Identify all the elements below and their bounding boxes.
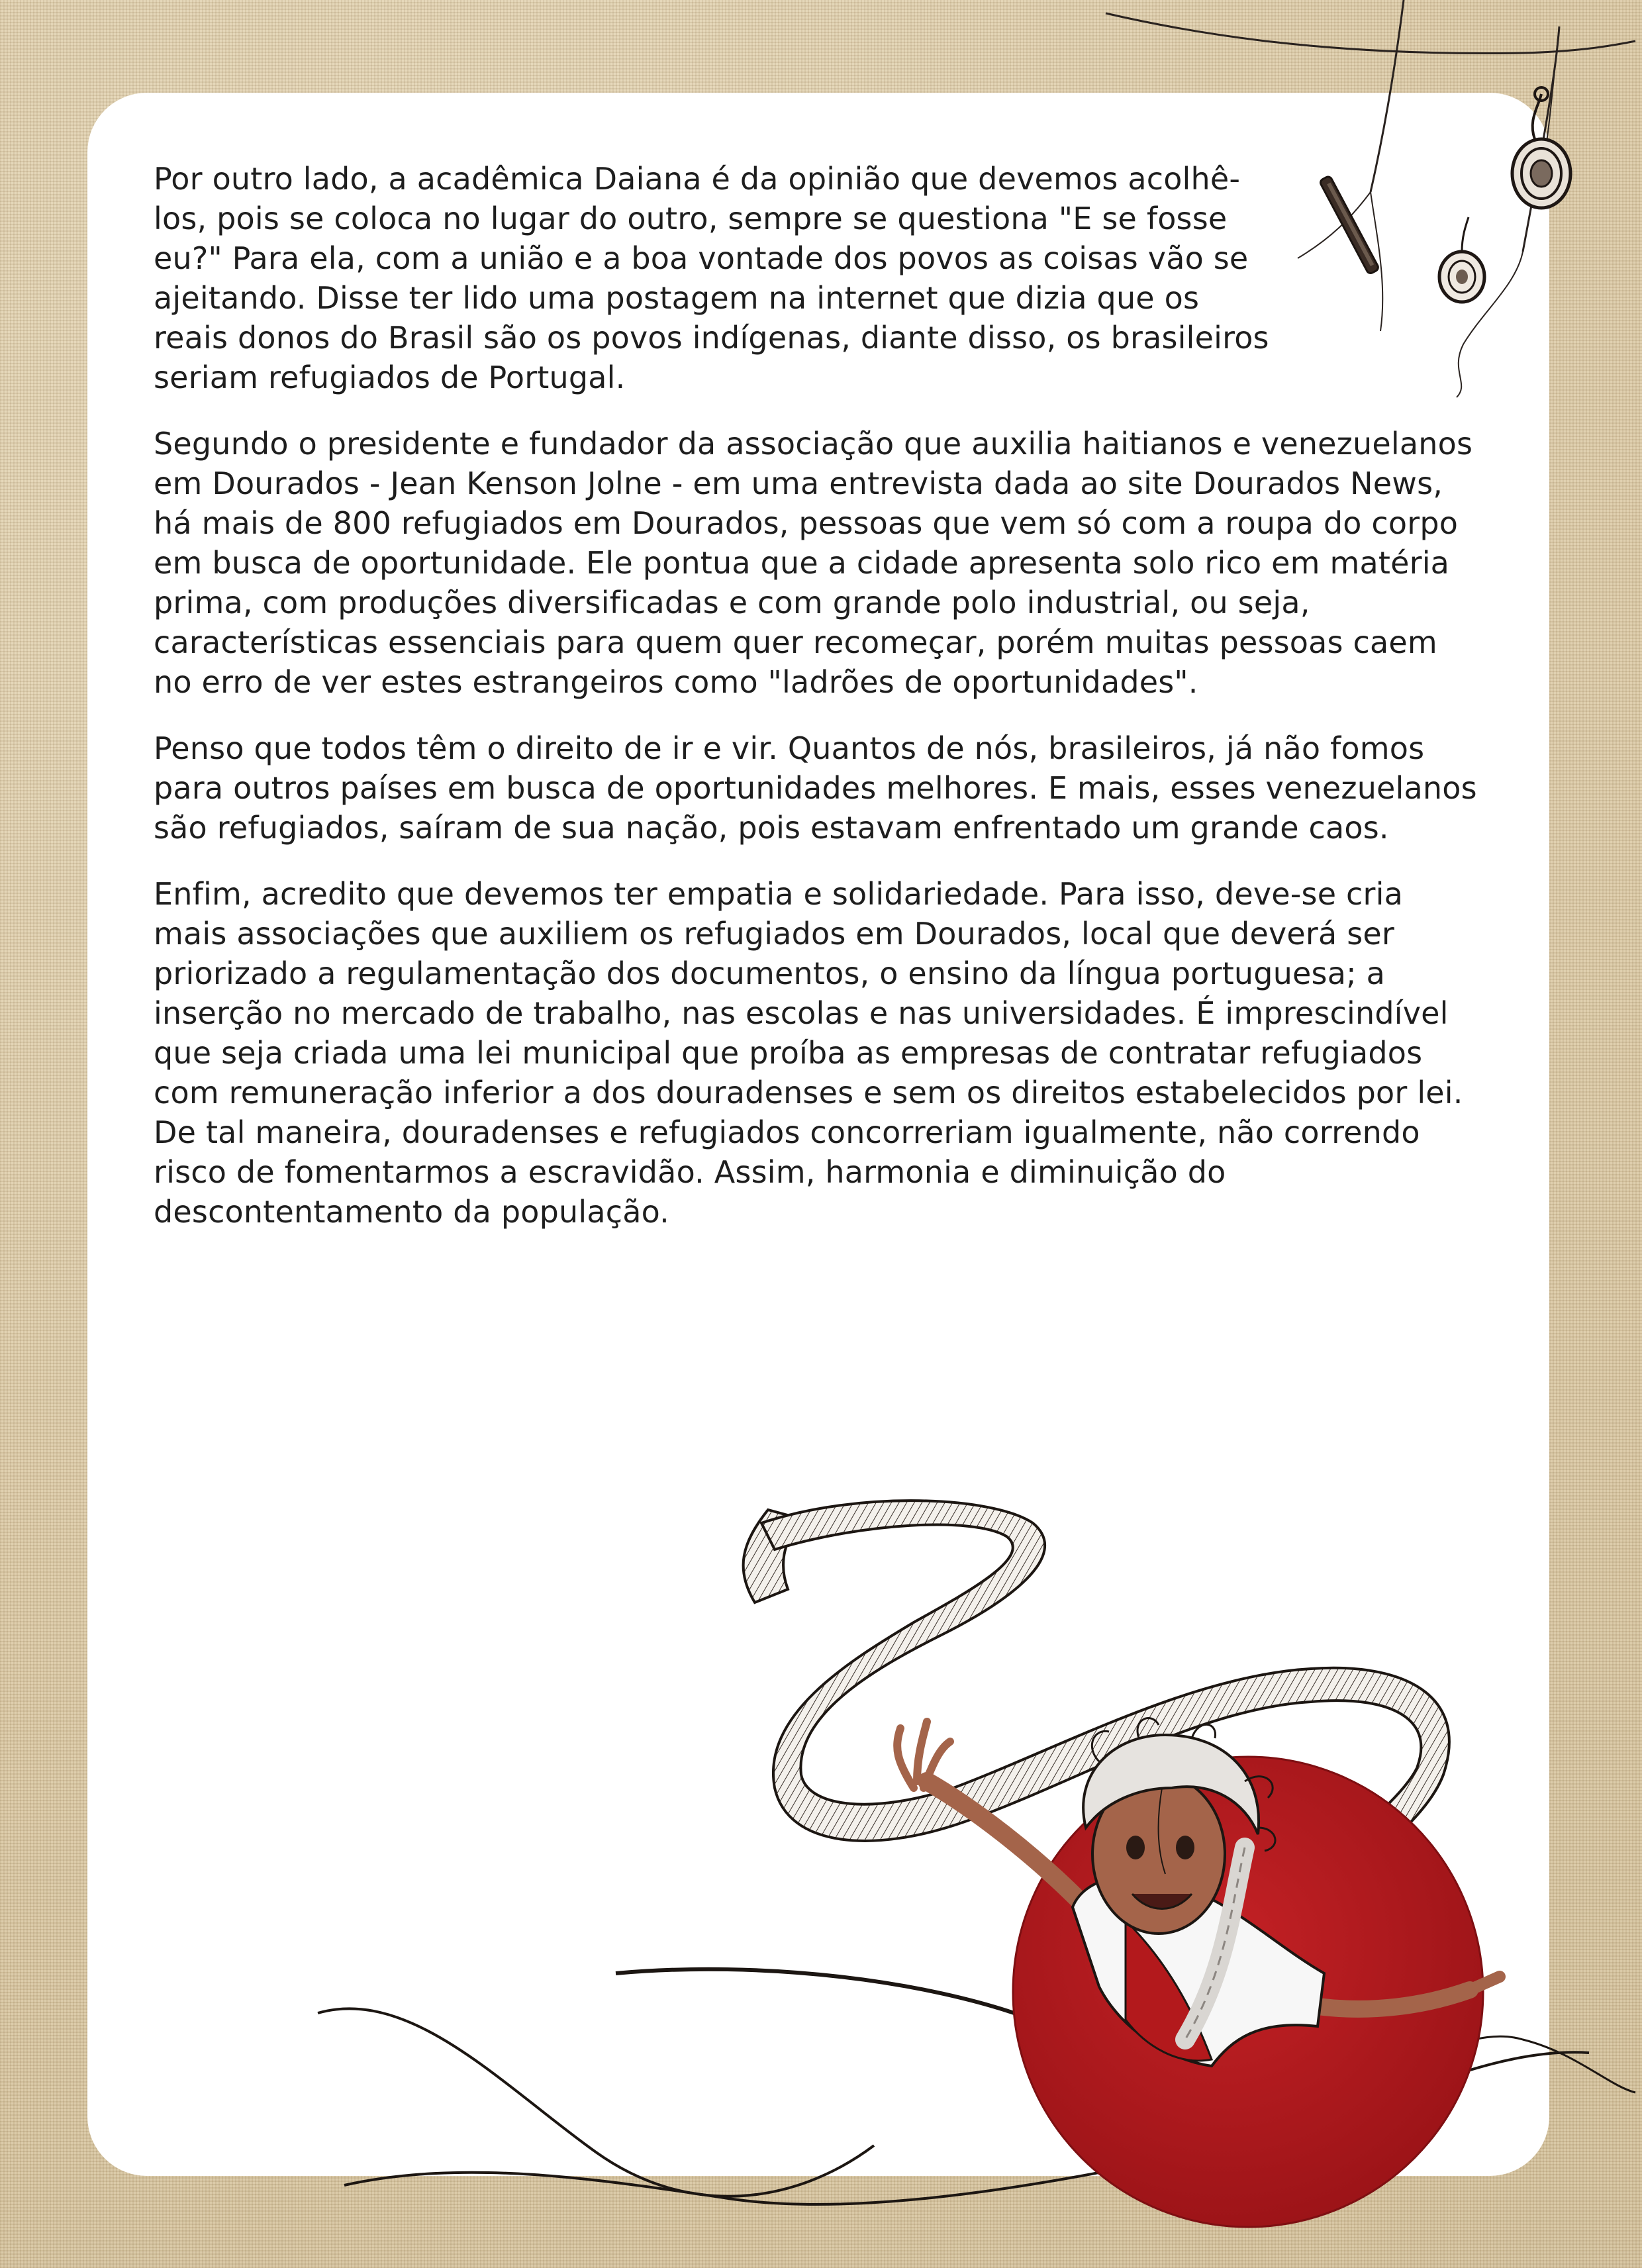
paragraph-4: Enfim, acredito que devemos ter empatia e solidariedade. Para isso, deve-se cria mais associações que auxiliem os refugiados em Dourados, local que deverá ser priorizado a regulamentação dos documentos, o ensino da língua portuguesa; a inserção no mercado de trabalho, nas escolas e nas universidades. É imprescindível que seja criada uma lei municipal que proíba as empresas de contratar refugiados com remuneração inferior a dos douradenses e sem os direitos estabelecidos por lei. De tal maneira, douradenses e refugiados concorreriam igualmente, não correndo risco de fomentarmos a escravidão. Assim, harmonia e diminuição do descontentamento da população. <box>154 876 1463 1230</box>
paragraph-3: Penso que todos têm o direito de ir e vir. Quantos de nós, brasileiros, já não fomos para outros países em busca de oportunidades melhores. E mais, esses venezuelanos são refugiados, saíram de sua nação, pois estavam enfrentado um grande caos. <box>154 730 1477 846</box>
paragraph-1: Por outro lado, a acadêmica Daiana é da opinião que devemos acolhê-los, pois se coloca no lugar do outro, sempre se questiona "E se fosse eu?" Para ela, com a união e a boa vontade dos povos as coisas vão se ajeitando. Disse ter lido uma postagem na internet que dizia que os reais donos do Brasil são os povos indígenas, diante disso, os brasileiros seriam refugiados de Portugal. <box>154 161 1269 395</box>
paragraph-2: Segundo o presidente e fundador da associação que auxilia haitianos e venezuelanos em Dourados - Jean Kenson Jolne - em uma entrevista dada ao site Dourados News, há mais de 800 refugiados em Dourados, pessoas que vem só com a roupa do corpo em busca de oportunidade. Ele pontua que a cidade apresenta solo rico em matéria prima, com produções diversificadas e com grande polo industrial, ou seja, características essenciais para quem quer recomeçar, porém muitas pessoas caem no erro de ver estes estrangeiros como "ladrões de oportunidades". <box>154 426 1473 700</box>
